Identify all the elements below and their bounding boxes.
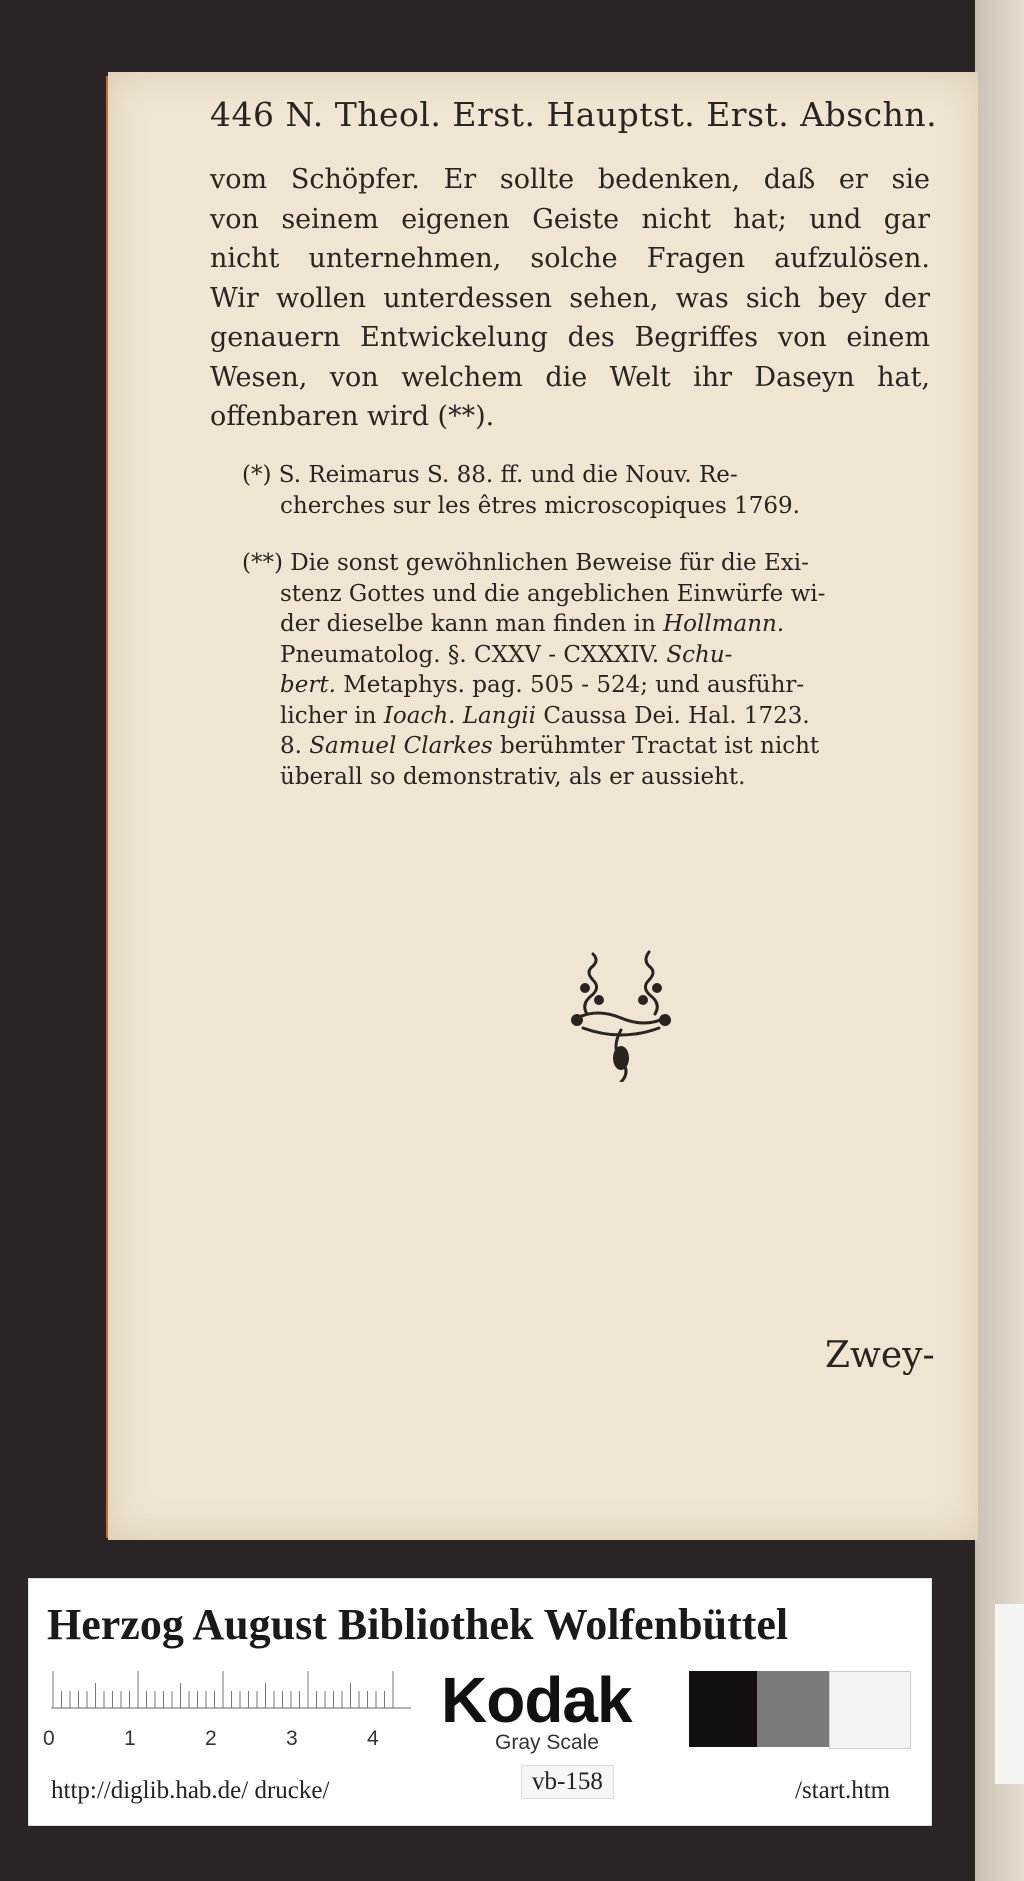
- author-name: Ioach. Langii: [383, 702, 537, 729]
- swatch-gray: [757, 1671, 829, 1747]
- ruler-label: 1: [124, 1727, 136, 1750]
- footnote-text: Caussa Dei. Hal. 1723.: [536, 702, 810, 729]
- author-name: Hollmann.: [663, 611, 785, 637]
- footnote-line: stenz Gottes und die angeblichen Einwürfe wi-: [280, 580, 826, 607]
- author-name: Schu-: [666, 641, 733, 668]
- call-number: vb-158: [521, 1765, 614, 1799]
- background-right-page: [975, 0, 1024, 1881]
- ruler-label: 3: [286, 1727, 298, 1750]
- body-text: [210, 160, 930, 437]
- footnote-2: [242, 548, 932, 792]
- ruler-scale: [51, 1671, 411, 1709]
- ruler-label: 4: [367, 1727, 379, 1750]
- body-line: genauern Entwickelung des Begriffes von einem: [210, 322, 930, 353]
- swatch-black: [689, 1671, 757, 1747]
- running-header: 446 N. Theol. Erst. Hauptst. Erst. Abschn.: [210, 95, 938, 134]
- side-card: [995, 1604, 1024, 1784]
- footnote-text: licher in: [280, 702, 384, 729]
- author-name: Samuel Clarkes: [309, 733, 493, 759]
- ruler-label: 2: [205, 1727, 217, 1750]
- url-prefix: http://diglib.hab.de/ drucke/: [51, 1777, 330, 1804]
- library-title: Herzog August Bibliothek Wolfenbüttel: [47, 1600, 789, 1649]
- author-name: bert.: [280, 672, 336, 698]
- footnote-line: (**) Die sonst gewöhnlichen Beweise für die Exi-: [242, 550, 809, 576]
- footnote-text: Pneumatolog. §. CXXV - CXXXIV.: [280, 641, 667, 668]
- url-suffix: /start.htm: [795, 1777, 891, 1804]
- footnote-line: cherches sur les êtres microscopiques 1769.: [280, 492, 800, 519]
- ruler-label: 0: [43, 1727, 55, 1750]
- printers-ornament: [563, 948, 679, 1082]
- kodak-logo: Kodak: [441, 1664, 632, 1736]
- catchword: Zwey-: [825, 1335, 935, 1376]
- swatch-white: [829, 1671, 911, 1749]
- footnote-line: (*) S. Reimarus S. 88. ff. und die Nouv. Re-: [242, 462, 738, 488]
- body-line: von seinem eigenen Geiste nicht hat; und gar: [210, 203, 930, 235]
- color-target-card: [28, 1578, 932, 1826]
- footnote-text: berühmter Tractat ist nicht: [492, 733, 820, 759]
- footnote-line: [242, 609, 932, 640]
- footnote-line: [242, 670, 932, 701]
- footnote-text: der dieselbe kann man finden in: [280, 611, 664, 637]
- body-line: nicht unternehmen, solche Fragen aufzulösen.: [210, 243, 930, 274]
- footnote-line: [242, 640, 932, 671]
- body-line: Wesen, von welchem die Welt ihr Daseyn hat,: [210, 361, 930, 393]
- footnote-line: [242, 701, 932, 732]
- footnote-line: überall so demonstrativ, als er aussieht.: [280, 763, 746, 790]
- body-line: Wir wollen unterdessen sehen, was sich bey der: [210, 282, 930, 314]
- footnote-text: Metaphys. pag. 505 - 524; und ausführ-: [335, 672, 805, 698]
- gray-scale-label: Gray Scale: [495, 1731, 599, 1754]
- footnote-line: [242, 731, 932, 762]
- footnote-1: [242, 460, 932, 521]
- footnote-text: 8.: [280, 733, 310, 759]
- body-line: vom Schöpfer. Er sollte bedenken, daß er sie: [210, 164, 930, 195]
- body-line: offenbaren wird (**).: [210, 401, 495, 432]
